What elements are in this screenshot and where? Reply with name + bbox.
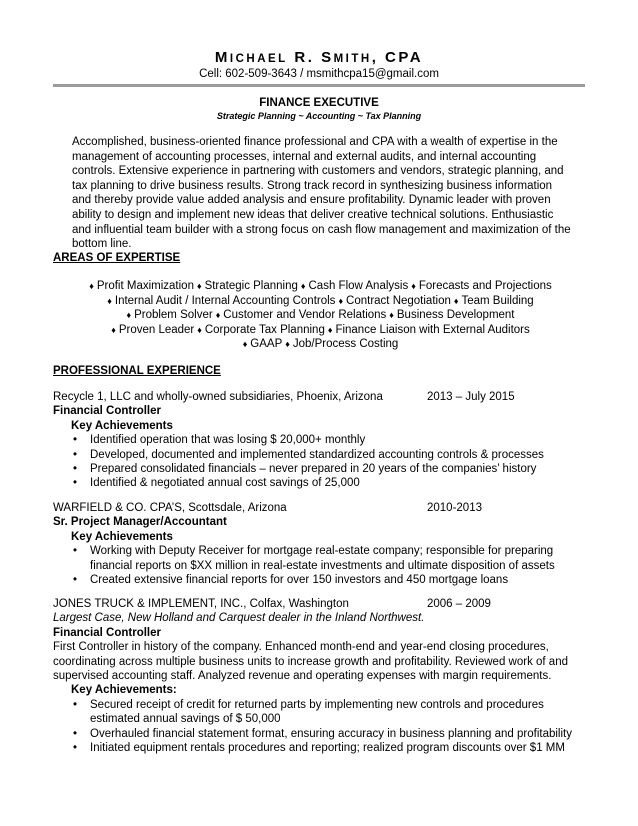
diamond-bullet-glyph: ♦ — [107, 295, 112, 306]
name-first-initial: M — [214, 49, 230, 66]
headline-title: FINANCE EXECUTIVE — [259, 97, 379, 109]
diamond-bullet-glyph: ♦ — [327, 324, 333, 335]
expertise-item: Business Development — [396, 309, 515, 322]
expertise-list — [53, 279, 585, 352]
achievement-item — [73, 544, 585, 573]
headline-subtitle: Strategic Planning ~ Accounting ~ Tax Planning — [216, 111, 422, 121]
achievement-text: Secured receipt of credit for returned parts by implementing new controls and procedures estimated annual savings of $ 50,000 — [90, 698, 544, 726]
expertise-item: Problem Solver — [134, 309, 213, 322]
diamond-bullet-glyph: ♦ — [453, 295, 459, 306]
bullet-glyph: • — [73, 434, 78, 447]
professional-summary: Accomplished, business-oriented finance professional and CPA with a wealth of expertise in the management of accounting processes, internal and external audits, and internal accounting controls. Extensive experience in partnering with customers and vendors, strategic planning, and tax planning to drive business results. Strong track record in synthesizing business information and thereby provide value added analysis and ensure profitability. Dynamic leader with proven ability to design and implement new ideas that deliver creative technical solutions. Enthusiastic and influential team builder with a strong focus on cash flow management and maximization of the bottom line. — [72, 136, 571, 251]
diamond-bullet-glyph: ♦ — [89, 281, 94, 291]
experience-heading: PROFESSIONAL EXPERIENCE — [53, 365, 221, 377]
job-header — [53, 501, 585, 515]
achievement-text: Created extensive financial reports for over 150 investors and 450 mortgage loans — [90, 574, 509, 587]
achievement-item — [73, 448, 585, 462]
achievement-list — [53, 698, 585, 756]
diamond-bullet-glyph: ♦ — [411, 281, 416, 291]
expertise-item: Finance Liaison with External Auditors — [335, 323, 530, 336]
achievement-item — [73, 476, 585, 490]
key-achievements-label: Key Achievements — [71, 530, 173, 543]
bullet-glyph: • — [73, 477, 78, 490]
expertise-line — [53, 308, 585, 323]
name-middle: R. — [294, 49, 315, 66]
expertise-item: Contract Negotiation — [346, 294, 451, 307]
achievement-text: Identified operation that was losing $ 20,000+ monthly — [90, 434, 366, 447]
achievement-text: Overhauled financial statement format, ensuring accuracy in business planning and profitability — [90, 727, 572, 740]
bullet-glyph: • — [73, 727, 78, 740]
achievement-item — [73, 741, 585, 755]
name-first-rest: ICHAEL — [229, 53, 288, 65]
achievement-item — [73, 727, 585, 741]
name-last-rest: MITH — [333, 53, 372, 65]
expertise-item: Internal Audit / Internal Accounting Controls — [114, 294, 336, 307]
diamond-bullet-glyph: ♦ — [338, 295, 344, 306]
job-title: Financial Controller — [53, 626, 161, 639]
header-divider — [53, 84, 585, 87]
expertise-heading: AREAS OF EXPERTISE — [53, 252, 181, 264]
candidate-name — [0, 49, 638, 66]
achievement-item — [73, 462, 585, 476]
achievement-text: Identified & negotiated annual cost savings of 25,000 — [90, 477, 360, 490]
job-entry — [53, 597, 585, 755]
expertise-item: Profit Maximization — [96, 280, 194, 292]
expertise-item: Job/Process Costing — [292, 338, 399, 351]
diamond-bullet-glyph: ♦ — [196, 281, 202, 291]
expertise-item: Strategic Planning — [204, 280, 298, 292]
expertise-item: Cash Flow Analysis — [308, 280, 409, 292]
achievement-item — [73, 698, 585, 727]
diamond-bullet-glyph: ♦ — [242, 339, 248, 350]
bullet-glyph: • — [73, 742, 78, 755]
expertise-item: Corporate Tax Planning — [204, 323, 325, 336]
key-achievements-label: Key Achievements — [71, 419, 173, 432]
diamond-bullet-glyph: ♦ — [300, 281, 306, 291]
job-dates: 2010-2013 — [427, 502, 482, 514]
name-last-initial: S — [321, 49, 334, 66]
diamond-bullet-glyph: ♦ — [126, 310, 132, 321]
achievement-item — [73, 433, 585, 447]
job-company: WARFIELD & CO. CPA’S, Scottsdale, Arizona — [53, 502, 287, 514]
expertise-line — [53, 279, 585, 294]
diamond-bullet-glyph: ♦ — [111, 324, 116, 335]
achievement-text: Developed, documented and implemented standardized accounting controls & processes — [90, 448, 544, 461]
key-achievements-label: Key Achievements: — [71, 684, 177, 697]
diamond-bullet-glyph: ♦ — [215, 310, 221, 321]
job-title: Sr. Project Manager/Accountant — [53, 516, 227, 529]
job-entry — [53, 501, 585, 587]
job-summary: First Controller in history of the company. Enhanced month-end and year-end closing procedures, coordinating across multiple business units to increase growth and profitability. Reviewed work of and supervised accounting staff. Analyzed revenue and operating expenses with margin requirements. — [53, 641, 568, 683]
expertise-line — [53, 337, 585, 352]
job-dates: 2006 – 2009 — [427, 598, 491, 610]
job-title: Financial Controller — [53, 405, 161, 418]
diamond-bullet-glyph: ♦ — [197, 324, 202, 335]
expertise-line — [53, 294, 585, 309]
name-suffix: , CPA — [371, 49, 424, 66]
achievement-text: Working with Deputy Receiver for mortgage real-estate company; responsible for preparing financial reports on $XX million in real-estate investments and ultimate disposition of assets — [90, 545, 555, 572]
contact-info: Cell: 602-509-3643 / msmithcpa15@gmail.com — [199, 68, 439, 80]
expertise-item: Customer and Vendor Relations — [223, 309, 387, 322]
job-dates: 2013 – July 2015 — [427, 391, 515, 403]
expertise-item: Proven Leader — [118, 323, 195, 336]
expertise-line — [53, 323, 585, 338]
expertise-item: Team Building — [461, 294, 534, 307]
achievement-list — [53, 544, 585, 587]
bullet-glyph: • — [73, 574, 78, 587]
achievement-text: Initiated equipment rentals procedures and reporting; realized program discounts over $1 MM — [90, 742, 565, 755]
achievement-list — [53, 433, 585, 491]
job-entry — [53, 390, 585, 491]
bullet-glyph: • — [73, 463, 78, 476]
achievement-text: Prepared consolidated financials – never prepared in 20 years of the companies’ history — [90, 463, 537, 476]
job-header — [53, 390, 585, 404]
job-company: Recycle 1, LLC and wholly-owned subsidiaries, Phoenix, Arizona — [53, 391, 383, 403]
diamond-bullet-glyph: ♦ — [285, 339, 290, 350]
job-company: JONES TRUCK & IMPLEMENT, INC., Colfax, Washington — [53, 598, 349, 610]
expertise-item: Forecasts and Projections — [418, 280, 552, 292]
bullet-glyph: • — [73, 545, 78, 558]
job-header — [53, 597, 585, 611]
bullet-glyph: • — [73, 448, 78, 461]
achievement-item — [73, 573, 585, 587]
diamond-bullet-glyph: ♦ — [389, 310, 394, 321]
company-description: Largest Case, New Holland and Carquest dealer in the Inland Northwest. — [53, 612, 425, 625]
expertise-item: GAAP — [250, 338, 283, 351]
bullet-glyph: • — [73, 698, 78, 711]
